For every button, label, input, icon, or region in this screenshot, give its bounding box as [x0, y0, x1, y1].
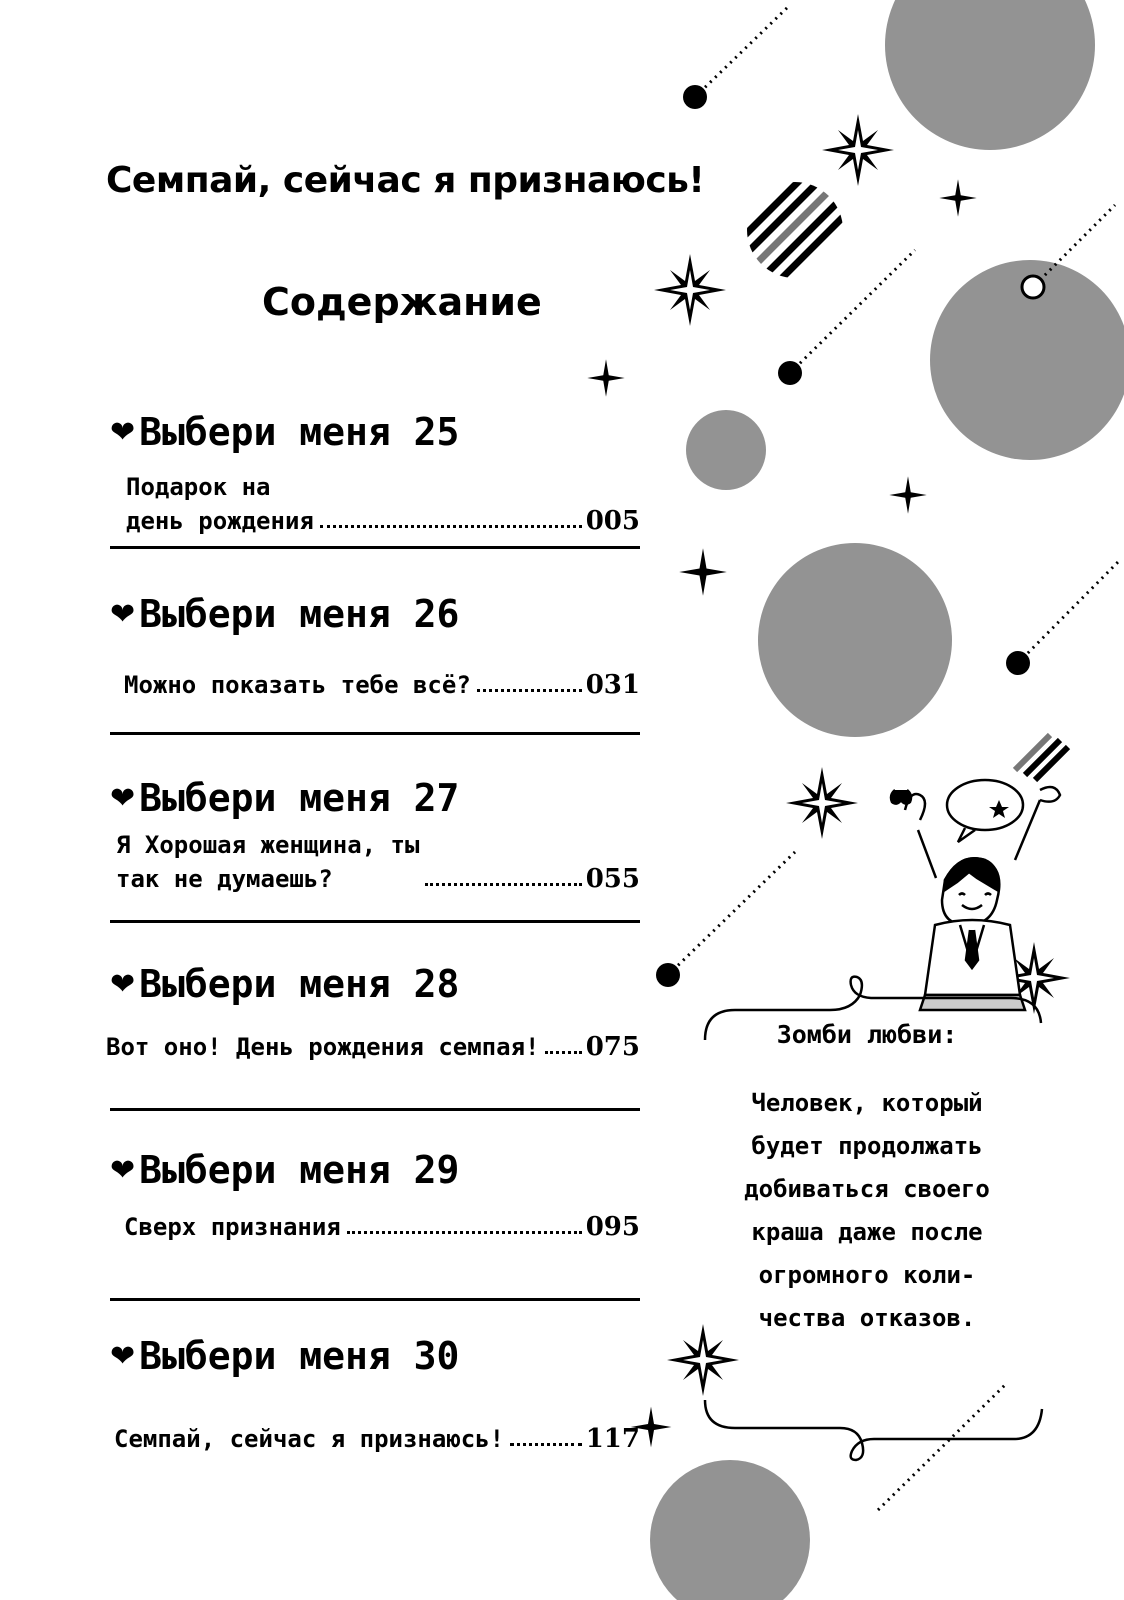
heart-icon: ❤ [110, 780, 136, 816]
star-sparkle-icon [822, 114, 894, 186]
chapter-30 [110, 1334, 640, 1454]
chapter-subtitle: Я Хорошая женщина, ты так не думаешь? [116, 831, 420, 893]
striped-shape-icon [740, 180, 850, 285]
chapter-heading [110, 592, 640, 636]
chapter-heading [110, 1334, 640, 1378]
toc-entry[interactable] [114, 1422, 640, 1456]
dot-leader [477, 689, 582, 692]
chapter-heading [110, 776, 640, 820]
grey-circle [650, 1460, 810, 1600]
star-sparkle-icon [889, 476, 926, 513]
star-sparkle-icon [939, 179, 976, 216]
chapter-heading [110, 410, 640, 454]
chapter-title: Выбери меня 25 [139, 410, 460, 454]
star-sparkle-icon [587, 359, 624, 396]
page-number: 075 [585, 1032, 640, 1062]
heart-icon: ❤ [110, 1338, 136, 1374]
comet-dot [683, 85, 707, 109]
chapter-28 [106, 962, 640, 1062]
toc-entry[interactable] [124, 668, 640, 702]
divider [110, 1298, 640, 1301]
comet-dot [778, 361, 802, 385]
dot-leader [545, 1051, 581, 1054]
chapter-title: Выбери меня 29 [139, 1148, 460, 1192]
page-number: 055 [585, 864, 640, 894]
chapter-title: Выбери меня 28 [139, 962, 460, 1006]
divider [110, 546, 640, 549]
chapter-25 [110, 410, 640, 536]
chapter-subtitle: Вот оно! День рождения семпая! [106, 1033, 540, 1061]
divider [110, 920, 640, 923]
chapter-26 [110, 592, 640, 700]
comet-dot [1022, 276, 1044, 298]
chapter-subtitle: Сверх признания [124, 1213, 341, 1241]
grey-circle [758, 543, 952, 737]
chapter-subtitle: Можно показать тебе всё? [124, 671, 471, 699]
chapter-subtitle: Подарок на день рождения [126, 473, 314, 535]
chapter-29 [110, 1148, 640, 1242]
heart-icon: ❤ [110, 1152, 136, 1188]
toc-entry[interactable] [126, 470, 640, 538]
dot-leader [320, 525, 582, 528]
divider [110, 732, 640, 735]
manga-title: Семпай, сейчас я признаюсь! [106, 160, 705, 201]
chapter-title: Выбери меня 26 [139, 592, 460, 636]
chapter-heading [110, 1148, 640, 1192]
star-sparkle-icon [786, 767, 858, 839]
note-body: Человек, который будет продолжать добиваться своего краша даже после огромного коли- чества отказов. [744, 1089, 990, 1332]
grey-circle [885, 0, 1095, 150]
dot-leader [510, 1443, 582, 1446]
divider [110, 1108, 640, 1111]
toc-entry[interactable] [116, 828, 640, 896]
contents-heading: Содержание [262, 280, 542, 324]
page-number: 095 [585, 1212, 640, 1242]
page-number: 005 [585, 506, 640, 536]
star-sparkle-icon [654, 254, 726, 326]
comet-dot [656, 963, 680, 987]
chapter-title: Выбери меня 30 [139, 1334, 460, 1378]
toc-entry[interactable] [124, 1210, 640, 1244]
heart-icon: ❤ [110, 966, 136, 1002]
heart-icon: ❤ [110, 596, 136, 632]
star-sparkle-icon [679, 548, 727, 596]
dot-leader [425, 883, 581, 886]
page-number: 031 [585, 670, 640, 700]
note-title: Зомби любви: [776, 1020, 958, 1049]
heart-icon: ❤ [110, 414, 136, 450]
chapter-heading [110, 962, 640, 1006]
dot-leader [347, 1231, 582, 1234]
grey-circle [686, 410, 766, 490]
chapter-subtitle: Семпай, сейчас я признаюсь! [114, 1425, 505, 1453]
chapter-title: Выбери меня 27 [139, 776, 460, 820]
page-number: 117 [585, 1424, 640, 1454]
comet-dot [1006, 651, 1030, 675]
toc-entry[interactable] [106, 1030, 640, 1064]
chapter-27 [110, 776, 640, 894]
